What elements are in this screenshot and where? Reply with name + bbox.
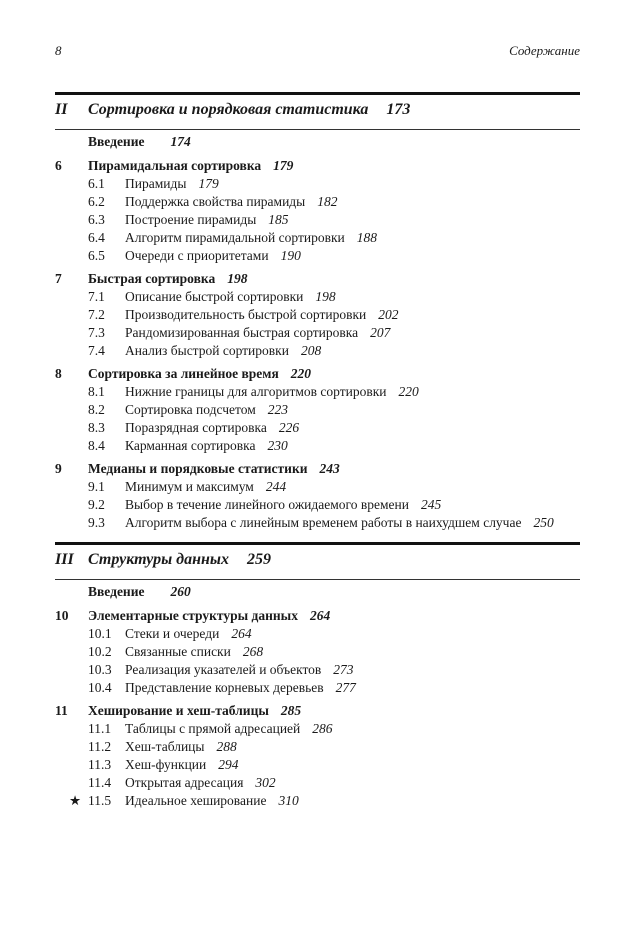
section-entry (55, 478, 580, 496)
section-entry (55, 661, 580, 679)
intro-label: Введение (88, 134, 145, 149)
section-number: 7.1 (88, 289, 105, 304)
chapter-entry (55, 365, 580, 383)
chapter-entry (55, 607, 580, 625)
section-title-wrap (125, 496, 441, 514)
section-title: Открытая адресация (125, 775, 244, 790)
section-entry (55, 792, 580, 810)
section-number: 8.3 (88, 420, 105, 435)
section-page: 286 (312, 721, 333, 736)
section-number: 8.2 (88, 402, 105, 417)
section-title: Очереди с приоритетами (125, 248, 269, 263)
section-title-wrap (125, 342, 321, 360)
part-number: III (55, 551, 74, 568)
intro-page: 260 (170, 584, 191, 599)
part-page: 259 (246, 551, 271, 568)
section-title: Поддержка свойства пирамиды (125, 194, 306, 209)
section-entry (55, 419, 580, 437)
spacer (55, 532, 580, 542)
section-number: 11.3 (88, 757, 112, 772)
chapter-title-wrap (88, 365, 311, 383)
chapter-entry (55, 270, 580, 288)
section-entry (55, 625, 580, 643)
section-number: 6.4 (88, 230, 105, 245)
part-page: 173 (386, 101, 411, 118)
section-title-wrap (125, 419, 299, 437)
part-heading (55, 545, 580, 579)
section-number: 11.2 (88, 739, 112, 754)
section-number: 6.2 (88, 194, 105, 209)
section-number: 6.3 (88, 212, 105, 227)
section-number: 9.3 (88, 515, 105, 530)
star-icon: ★ (69, 793, 82, 808)
chapter-number: 7 (55, 271, 62, 286)
section-entry (55, 437, 580, 455)
section-title-wrap (125, 383, 419, 401)
section-title-wrap (125, 478, 286, 496)
section-entry (55, 514, 580, 532)
section-title-wrap (125, 437, 288, 455)
section-page: 207 (370, 325, 391, 340)
chapter-entry (55, 460, 580, 478)
chapter-page: 198 (227, 271, 248, 286)
chapter-title-wrap (88, 607, 330, 625)
section-entry (55, 496, 580, 514)
section-entry (55, 175, 580, 193)
section-page: 244 (265, 479, 287, 494)
section-title-wrap (125, 774, 276, 792)
chapter-number: 9 (55, 461, 62, 476)
section-title: Описание быстрой сортировки (125, 289, 304, 304)
section-title: Хеш-таблицы (125, 739, 205, 754)
section-number: 8.4 (88, 438, 105, 453)
section-entry (55, 679, 580, 697)
section-page: 208 (300, 343, 322, 358)
page-number: 8 (55, 43, 62, 58)
section-title-wrap (125, 661, 354, 679)
section-title-wrap (125, 643, 263, 661)
section-title: Производительность быстрой сортировки (125, 307, 367, 322)
section-page: 188 (356, 230, 377, 245)
section-title-wrap (125, 792, 299, 810)
section-page: 185 (268, 212, 289, 227)
intro-page: 174 (170, 134, 191, 149)
section-entry (55, 774, 580, 792)
section-page: 223 (267, 402, 289, 417)
section-page: 245 (420, 497, 442, 512)
section-title: Связанные списки (125, 644, 231, 659)
section-title: Представление корневых деревьев (125, 680, 324, 695)
section-number: 10.3 (88, 662, 112, 677)
section-page: 179 (198, 176, 219, 191)
section-entry (55, 720, 580, 738)
section-number: 9.2 (88, 497, 105, 512)
section-title: Анализ быстрой сортировки (125, 343, 289, 358)
chapter-number: 8 (55, 366, 62, 381)
section-number: 10.2 (88, 644, 112, 659)
chapter-page: 179 (273, 158, 294, 173)
section-page: 277 (335, 680, 356, 695)
section-page: 230 (267, 438, 288, 453)
section-number: 10.1 (88, 626, 112, 641)
chapter-number: 10 (55, 608, 69, 623)
section-title: Минимум и максимум (125, 479, 254, 494)
section-number: 11.1 (88, 721, 112, 736)
part-title: Сортировка и порядковая статистика (88, 101, 369, 118)
section-title-wrap (125, 175, 219, 193)
section-title-wrap (125, 514, 554, 532)
section-entry (55, 643, 580, 661)
chapter-title: Элементарные структуры данных (88, 608, 298, 623)
section-title-wrap (125, 756, 239, 774)
section-title-wrap (125, 306, 399, 324)
section-number: 9.1 (88, 479, 105, 494)
section-title: Карманная сортировка (125, 438, 256, 453)
part-number: II (55, 101, 68, 118)
section-page: 294 (218, 757, 239, 772)
section-page: 288 (216, 739, 237, 754)
section-entry (55, 229, 580, 247)
section-entry (55, 756, 580, 774)
section-number: 6.1 (88, 176, 105, 191)
section-page: 250 (533, 515, 554, 530)
section-title: Хеш-функции (125, 757, 207, 772)
section-page: 198 (315, 289, 336, 304)
section-title: Стеки и очереди (125, 626, 220, 641)
section-page: 202 (378, 307, 399, 322)
section-title: Построение пирамиды (125, 212, 257, 227)
chapter-title: Хеширование и хеш-таблицы (88, 703, 269, 718)
chapter-number: 11 (55, 703, 68, 718)
section-title-wrap (125, 738, 237, 756)
section-title: Нижние границы для алгоритмов сортировки (125, 384, 387, 399)
section-number: 6.5 (88, 248, 105, 263)
section-entry (55, 306, 580, 324)
intro-entry (55, 580, 580, 602)
section-page: 220 (398, 384, 419, 399)
section-page: 268 (242, 644, 264, 659)
chapter-title-wrap (88, 270, 247, 288)
section-title: Поразрядная сортировка (125, 420, 267, 435)
section-entry (55, 738, 580, 756)
section-number: 11.5 (88, 793, 112, 808)
running-title: Содержание (509, 43, 580, 58)
page-header (55, 43, 580, 59)
chapter-title-wrap (88, 157, 293, 175)
section-title-wrap (125, 720, 333, 738)
section-title-wrap (125, 625, 252, 643)
section-page: 190 (280, 248, 301, 263)
chapter-title: Пирамидальная сортировка (88, 158, 262, 173)
intro-label: Введение (88, 584, 145, 599)
section-number: 7.3 (88, 325, 105, 340)
section-title: Рандомизированная быстрая сортировка (125, 325, 359, 340)
section-number: 8.1 (88, 384, 105, 399)
section-number: 10.4 (88, 680, 112, 695)
chapter-title: Сортировка за линейное время (88, 366, 279, 381)
chapter-page: 285 (280, 703, 302, 718)
chapter-title-wrap (88, 460, 340, 478)
chapter-entry (55, 702, 580, 720)
section-title: Идеальное хеширование (125, 793, 267, 808)
section-title-wrap (125, 193, 338, 211)
chapter-page: 264 (309, 608, 331, 623)
section-title: Выбор в течение линейного ожидаемого времени (125, 497, 409, 512)
chapter-page: 220 (290, 366, 312, 381)
chapter-page: 243 (319, 461, 340, 476)
section-title-wrap (125, 324, 390, 342)
section-page: 273 (333, 662, 354, 677)
section-title: Таблицы с прямой адресацией (125, 721, 301, 736)
section-page: 302 (255, 775, 276, 790)
section-title-wrap (125, 679, 356, 697)
section-title-wrap (125, 229, 377, 247)
section-title-wrap (125, 211, 289, 229)
section-entry (55, 211, 580, 229)
section-entry (55, 401, 580, 419)
section-title-wrap (125, 401, 288, 419)
section-title: Пирамиды (125, 176, 187, 191)
chapter-title: Быстрая сортировка (88, 271, 216, 286)
section-title-wrap (125, 288, 336, 306)
section-entry (55, 193, 580, 211)
chapter-title: Медианы и порядковые статистики (88, 461, 308, 476)
section-number: 7.2 (88, 307, 105, 322)
section-title: Сортировка подсчетом (125, 402, 256, 417)
chapter-entry (55, 157, 580, 175)
chapter-title-wrap (88, 702, 301, 720)
section-title: Алгоритм выбора с линейным временем работы в наихудшем случае (125, 515, 522, 530)
section-page: 226 (278, 420, 300, 435)
section-page: 264 (231, 626, 252, 641)
section-number: 7.4 (88, 343, 105, 358)
section-entry (55, 288, 580, 306)
section-title: Реализация указателей и объектов (125, 662, 322, 677)
section-title-wrap (125, 247, 301, 265)
section-entry (55, 247, 580, 265)
section-page: 310 (278, 793, 299, 808)
section-entry (55, 342, 580, 360)
part-title: Структуры данных (88, 551, 229, 568)
intro-entry (55, 130, 580, 152)
section-page: 182 (317, 194, 338, 209)
part-heading (55, 95, 580, 129)
table-of-contents (55, 92, 580, 810)
chapter-number: 6 (55, 158, 62, 173)
section-number: 11.4 (88, 775, 112, 790)
section-entry (55, 324, 580, 342)
section-title: Алгоритм пирамидальной сортировки (125, 230, 345, 245)
section-entry (55, 383, 580, 401)
